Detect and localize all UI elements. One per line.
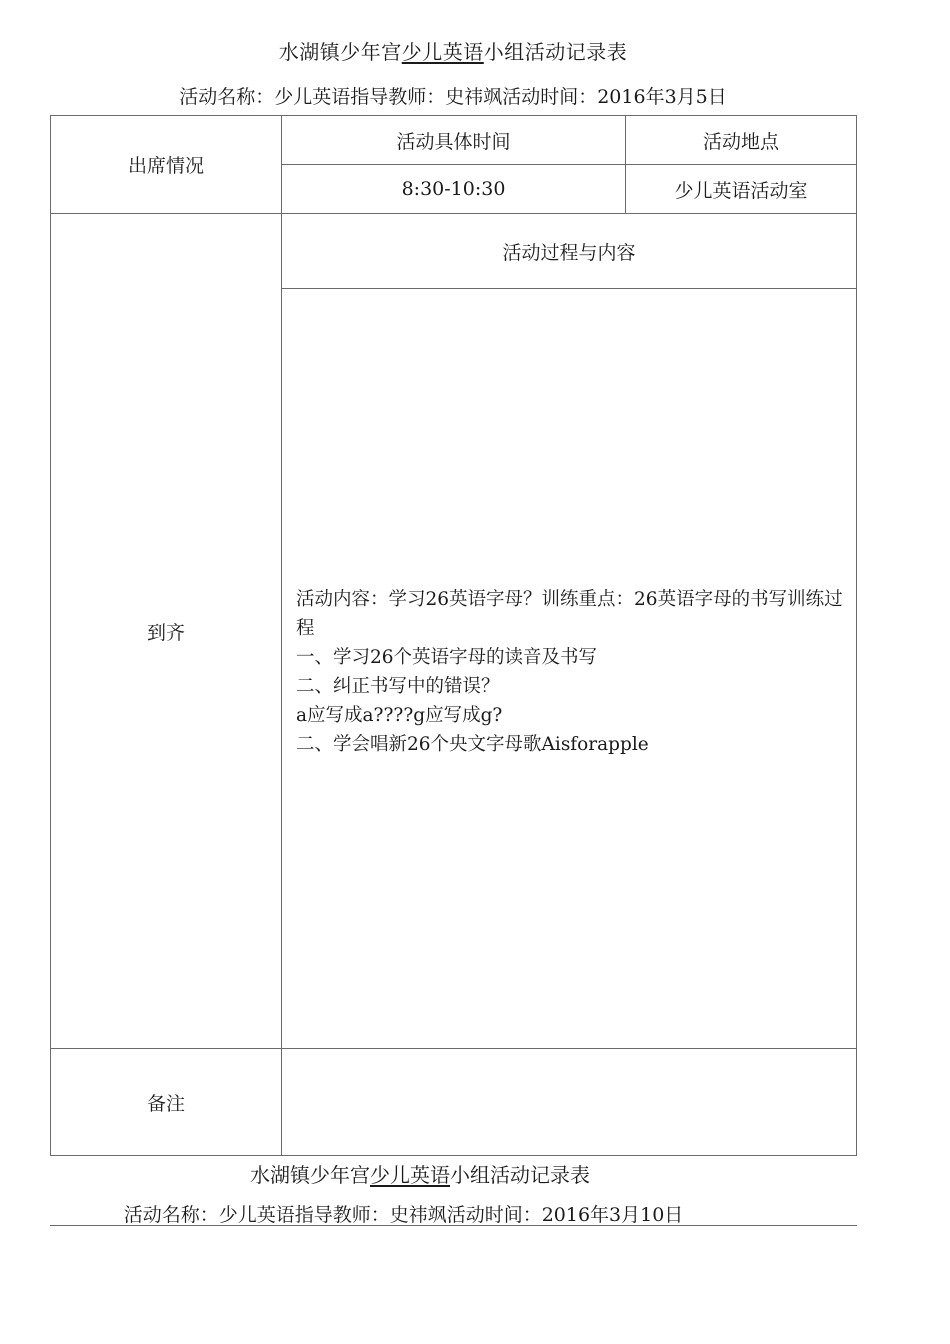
record-info-line: 活动名称：少儿英语指导教师：史祎飒活动时间：2016年3月5日 xyxy=(179,86,727,108)
record-info-line xyxy=(50,1205,857,1226)
process-header: 活动过程与内容 xyxy=(502,241,636,264)
title-suffix: 小组活动记录表 xyxy=(450,1163,590,1187)
title-subject: 少儿英语 xyxy=(401,40,484,64)
title-suffix: 小组活动记录表 xyxy=(483,40,628,64)
content-line: 二、学会唱新26个央文字母歌Aisforapple xyxy=(296,734,649,755)
content-line: a应写成a????g应写成g? xyxy=(296,705,503,726)
content-line: 二、纠正书写中的错误？ xyxy=(296,676,500,697)
attendance-header: 出席情况 xyxy=(127,155,204,177)
time-header: 活动具体时间 xyxy=(396,130,511,153)
remarks-label: 备注 xyxy=(146,1092,185,1115)
content-line: 一、学习26个英语字母的读音及书写 xyxy=(296,647,598,668)
activity-content xyxy=(296,585,852,759)
time-value: 8:30-10:30 xyxy=(401,178,506,200)
info-text: 活动名称：少儿英语指导教师：史祎飒活动时间：2016年3月10日 xyxy=(123,1204,684,1226)
row-divider xyxy=(282,288,856,289)
attendance-value: 到齐 xyxy=(146,621,185,644)
record-title xyxy=(0,36,906,65)
record-title xyxy=(0,1159,840,1188)
title-prefix: 水湖镇少年宫 xyxy=(250,1163,370,1187)
location-header: 活动地点 xyxy=(702,130,779,153)
location-value: 少儿英语活动室 xyxy=(674,179,808,202)
remarks-value xyxy=(282,1049,856,1155)
title-subject: 少儿英语 xyxy=(370,1163,450,1187)
content-line: 活动内容：学习26英语字母？训练重点：26英语字母的书写训练过程 xyxy=(296,589,843,639)
title-prefix: 水湖镇少年宫 xyxy=(278,40,402,64)
